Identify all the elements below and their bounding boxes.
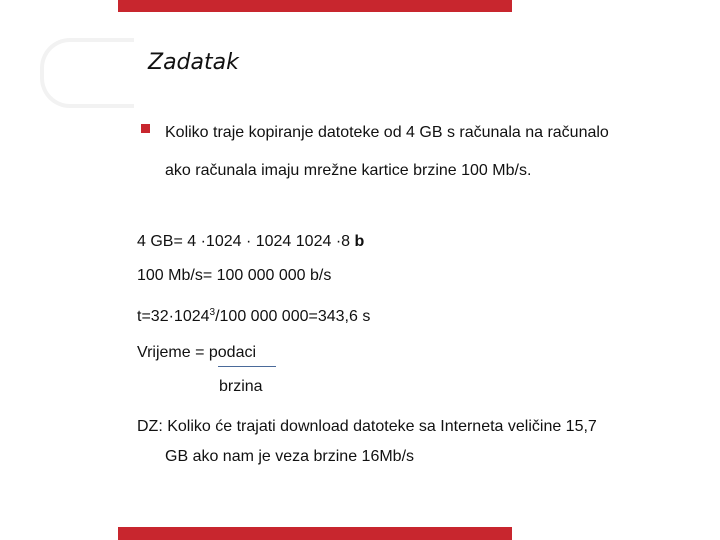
gb-conversion xyxy=(137,233,364,251)
formula-left: Vrijeme = xyxy=(137,344,209,361)
homework-line-1: DZ: Koliko će trajati download datoteke sa Interneta veličine 15,7 xyxy=(137,418,597,435)
time-calc-suffix: /100 000 000=343,6 s xyxy=(215,308,371,325)
bullet-marker xyxy=(141,124,150,133)
decorative-tab-shape xyxy=(40,38,134,108)
formula-denominator: brzina xyxy=(219,378,263,395)
gb-conversion-expr: 4 GB= 4 ·1024 · 1024 1024 ·8 xyxy=(137,233,355,250)
gb-conversion-unit: b xyxy=(354,233,365,250)
slide-title: Zadatak xyxy=(148,50,239,75)
speed-conversion: 100 Mb/s= 100 000 000 b/s xyxy=(137,267,332,284)
formula-numerator: podaci xyxy=(208,344,257,361)
homework-line-2: GB ako nam je veza brzine 16Mb/s xyxy=(165,448,415,465)
time-calculation xyxy=(137,307,370,326)
question-line-1: Koliko traje kopiranje datoteke od 4 GB s računala na računalo xyxy=(165,124,609,141)
bottom-accent-bar xyxy=(118,527,512,540)
time-calc-exponent: 3 xyxy=(209,307,216,318)
formula-row xyxy=(137,344,256,362)
time-calc-prefix: t=32·1024 xyxy=(137,308,210,325)
question-line-2: ako računala imaju mrežne kartice brzine 100 Mb/s. xyxy=(165,162,532,179)
fraction-line xyxy=(218,366,276,367)
top-accent-bar xyxy=(118,0,512,12)
